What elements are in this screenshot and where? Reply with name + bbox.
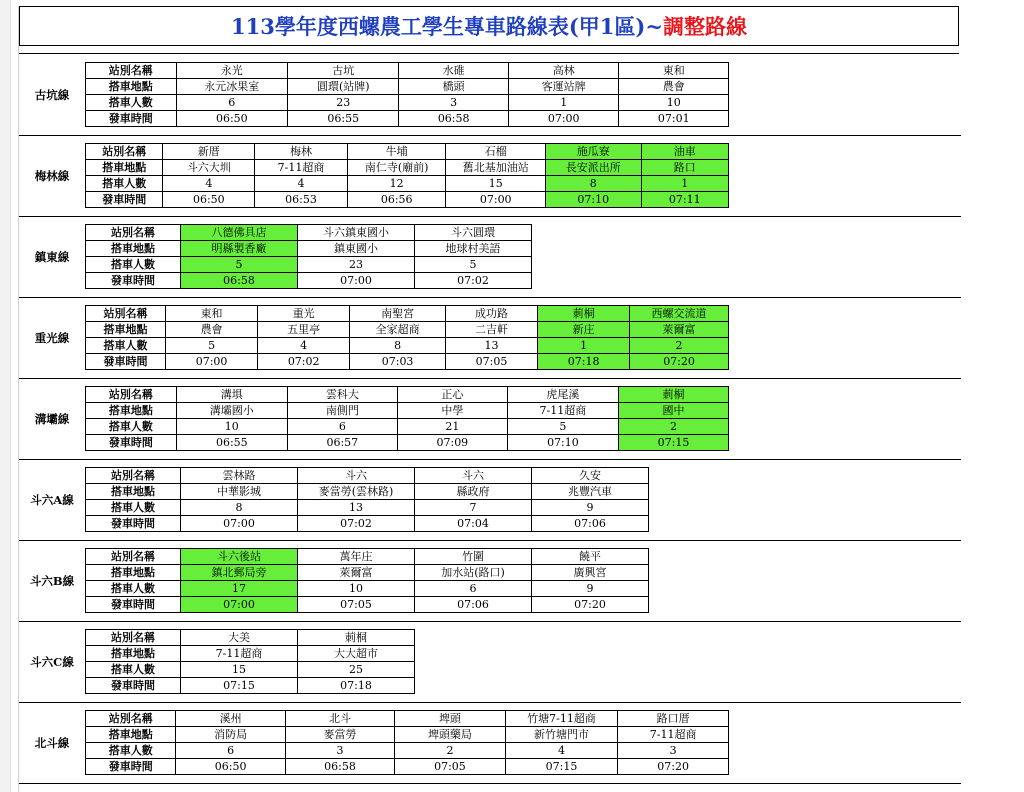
route-divider	[19, 216, 961, 217]
row-label: 搭車地點	[86, 403, 177, 419]
route-block	[19, 629, 729, 708]
stop-riders-cell: 4	[258, 338, 350, 354]
stop-riders-cell: 21	[397, 419, 507, 435]
stop-riders-cell: 7	[415, 500, 532, 516]
row-label: 站別名稱	[86, 468, 181, 484]
stop-riders-cell: 8	[545, 176, 641, 192]
route-name: 古坑線	[34, 87, 70, 102]
stop-station-cell: 成功路	[445, 306, 537, 322]
row-label: 站別名稱	[86, 306, 166, 322]
route-divider	[19, 783, 961, 784]
stop-station-cell: 梅林	[255, 144, 348, 160]
table-row	[86, 403, 729, 419]
stop-time-cell: 07:03	[350, 354, 446, 370]
stop-station-cell: 路口厝	[618, 711, 729, 727]
row-label: 站別名稱	[86, 63, 177, 79]
stop-place-cell: 消防局	[176, 727, 285, 743]
stop-station-cell: 虎尾溪	[507, 387, 618, 403]
row-label: 發車時間	[86, 354, 166, 370]
stop-place-cell: 永元冰果室	[176, 79, 288, 95]
stop-place-cell: 圓環(站牌)	[288, 79, 399, 95]
stop-station-cell: 石榴	[446, 144, 545, 160]
route-block	[19, 224, 729, 303]
row-label: 發車時間	[86, 192, 163, 208]
table-row	[86, 419, 729, 435]
stop-place-cell: 麥當勞(雲林路)	[298, 484, 415, 500]
stop-time-cell: 07:00	[446, 192, 545, 208]
stop-station-cell: 西螺交流道	[630, 306, 729, 322]
stop-station-cell: 雲科大	[287, 387, 397, 403]
stop-place-cell: 長安派出所	[545, 160, 641, 176]
stop-time-cell: 06:57	[287, 435, 397, 451]
stop-place-cell: 中學	[397, 403, 507, 419]
stop-place-cell: 明縣製香廠	[181, 241, 298, 257]
row-label: 搭車地點	[86, 160, 163, 176]
route-table	[85, 62, 729, 127]
route-table	[85, 305, 729, 370]
row-label: 搭車地點	[86, 565, 181, 581]
row-label: 搭車地點	[86, 646, 181, 662]
stop-station-cell: 竹塘7-11超商	[505, 711, 618, 727]
stop-place-cell: 五里亭	[258, 322, 350, 338]
row-label: 發車時間	[86, 273, 181, 289]
stop-time-cell: 07:02	[258, 354, 350, 370]
table-row	[86, 257, 532, 273]
stop-station-cell: 高林	[508, 63, 619, 79]
page-title	[19, 6, 959, 46]
table-row	[86, 387, 729, 403]
stop-time-cell: 07:15	[505, 759, 618, 775]
title-main: 113學年度西螺農工學生專車路線表(甲1區)~	[231, 14, 663, 39]
route-block	[19, 710, 729, 789]
stop-riders-cell: 17	[181, 581, 298, 597]
stop-riders-cell: 2	[619, 419, 729, 435]
stop-riders-cell: 6	[176, 95, 288, 111]
table-row	[86, 565, 649, 581]
stop-time-cell: 06:50	[176, 759, 285, 775]
table-row	[86, 630, 415, 646]
stop-place-cell: 新竹塘門市	[505, 727, 618, 743]
table-row	[86, 759, 729, 775]
route-name: 北斗線	[34, 735, 70, 750]
row-label: 搭車人數	[86, 500, 181, 516]
row-label: 發車時間	[86, 516, 181, 532]
table-row	[86, 597, 649, 613]
stop-riders-cell: 1	[641, 176, 728, 192]
table-row	[86, 144, 729, 160]
row-label: 發車時間	[86, 759, 176, 775]
stop-time-cell: 07:15	[181, 678, 298, 694]
stop-place-cell: 加水站(路口)	[415, 565, 532, 581]
row-label: 搭車人數	[86, 95, 177, 111]
route-block	[19, 143, 729, 222]
stop-time-cell: 07:00	[298, 273, 415, 289]
stop-time-cell: 06:58	[181, 273, 298, 289]
table-row	[86, 743, 729, 759]
stop-place-cell: 萊爾富	[298, 565, 415, 581]
stop-riders-cell: 13	[445, 338, 537, 354]
table-row	[86, 225, 532, 241]
route-table	[85, 467, 649, 532]
route-name: 溝壩線	[34, 411, 70, 426]
stop-place-cell: 新庄	[538, 322, 630, 338]
row-label: 站別名稱	[86, 711, 176, 727]
stop-station-cell: 莿桐	[298, 630, 415, 646]
stop-riders-cell: 10	[298, 581, 415, 597]
stop-station-cell: 莿桐	[619, 387, 729, 403]
route-table	[85, 629, 415, 694]
table-row	[86, 79, 729, 95]
stop-time-cell: 07:00	[166, 354, 258, 370]
stop-station-cell: 溝埧	[176, 387, 287, 403]
stop-time-cell: 07:02	[415, 273, 532, 289]
stop-place-cell: 橋頭	[399, 79, 508, 95]
row-label: 搭車地點	[86, 322, 166, 338]
stop-station-cell: 牛埔	[347, 144, 446, 160]
row-label: 搭車人數	[86, 257, 181, 273]
route-divider	[19, 702, 961, 703]
stop-station-cell: 重光	[258, 306, 350, 322]
table-row	[86, 95, 729, 111]
stop-time-cell: 06:50	[163, 192, 255, 208]
stop-station-cell: 雲林路	[181, 468, 298, 484]
table-row	[86, 711, 729, 727]
stop-place-cell: 7-11超商	[181, 646, 298, 662]
stop-riders-cell: 4	[255, 176, 348, 192]
title-suffix: 調整路線	[662, 14, 747, 39]
row-label: 搭車地點	[86, 727, 176, 743]
stop-riders-cell: 2	[395, 743, 505, 759]
row-label: 發車時間	[86, 435, 177, 451]
stop-station-cell: 施瓜寮	[545, 144, 641, 160]
stop-time-cell: 07:10	[545, 192, 641, 208]
stop-place-cell: 農會	[166, 322, 258, 338]
stop-time-cell: 06:58	[285, 759, 394, 775]
stop-riders-cell: 25	[298, 662, 415, 678]
stop-time-cell: 07:18	[298, 678, 415, 694]
row-label: 搭車地點	[86, 241, 181, 257]
stop-time-cell: 07:05	[395, 759, 505, 775]
stop-riders-cell: 6	[176, 743, 285, 759]
stop-place-cell: 大大超市	[298, 646, 415, 662]
stop-station-cell: 大美	[181, 630, 298, 646]
stop-place-cell: 兆豐汽車	[532, 484, 649, 500]
table-row	[86, 273, 532, 289]
route-block	[19, 62, 729, 141]
route-name: 梅林線	[34, 168, 70, 183]
stop-riders-cell: 8	[350, 338, 446, 354]
route-name: 斗六B線	[29, 573, 75, 588]
stop-station-cell: 正心	[397, 387, 507, 403]
table-row	[86, 241, 532, 257]
row-label: 搭車人數	[86, 662, 181, 678]
stop-place-cell: 埤頭藥局	[395, 727, 505, 743]
stop-riders-cell: 9	[532, 581, 649, 597]
route-divider	[19, 459, 961, 460]
stop-time-cell: 07:02	[298, 516, 415, 532]
stop-place-cell: 溝壩國小	[176, 403, 287, 419]
table-row	[86, 727, 729, 743]
table-row	[86, 435, 729, 451]
stop-riders-cell: 6	[415, 581, 532, 597]
stop-time-cell: 06:56	[347, 192, 446, 208]
stop-place-cell: 7-11超商	[507, 403, 618, 419]
table-row	[86, 549, 649, 565]
stop-time-cell: 07:18	[538, 354, 630, 370]
row-label: 搭車人數	[86, 176, 163, 192]
stop-station-cell: 萬年庄	[298, 549, 415, 565]
stop-time-cell: 07:11	[641, 192, 728, 208]
stop-place-cell: 農會	[619, 79, 729, 95]
table-row	[86, 581, 649, 597]
table-row	[86, 63, 729, 79]
stop-riders-cell: 4	[163, 176, 255, 192]
stop-place-cell: 鎮北郵局旁	[181, 565, 298, 581]
stop-place-cell: 客運站牌	[508, 79, 619, 95]
stop-station-cell: 水碓	[399, 63, 508, 79]
route-name: 鎮東線	[34, 249, 70, 264]
stop-place-cell: 麥當勞	[285, 727, 394, 743]
stop-time-cell: 07:00	[181, 516, 298, 532]
stop-station-cell: 南聖宮	[350, 306, 446, 322]
row-label: 搭車人數	[86, 419, 177, 435]
stop-station-cell: 溪州	[176, 711, 285, 727]
schedule-sheet	[18, 6, 961, 792]
stop-time-cell: 07:00	[508, 111, 619, 127]
row-label: 搭車地點	[86, 79, 177, 95]
table-row	[86, 468, 649, 484]
stop-riders-cell: 2	[630, 338, 729, 354]
stop-place-cell: 地球村美語	[415, 241, 532, 257]
table-row	[86, 322, 729, 338]
stop-place-cell: 7-11超商	[618, 727, 729, 743]
stop-time-cell: 06:53	[255, 192, 348, 208]
stop-station-cell: 久安	[532, 468, 649, 484]
title-divider	[19, 53, 959, 54]
stop-time-cell: 07:06	[415, 597, 532, 613]
stop-place-cell: 7-11超商	[255, 160, 348, 176]
stop-time-cell: 07:10	[507, 435, 618, 451]
stop-station-cell: 饒平	[532, 549, 649, 565]
stop-time-cell: 06:55	[176, 435, 287, 451]
table-row	[86, 354, 729, 370]
stop-riders-cell: 5	[415, 257, 532, 273]
stop-place-cell: 廣興宮	[532, 565, 649, 581]
stop-station-cell: 莿桐	[538, 306, 630, 322]
stop-riders-cell: 5	[166, 338, 258, 354]
stop-riders-cell: 3	[618, 743, 729, 759]
stop-riders-cell: 15	[446, 176, 545, 192]
row-label: 發車時間	[86, 678, 181, 694]
stop-station-cell: 斗六	[415, 468, 532, 484]
row-label: 搭車人數	[86, 338, 166, 354]
stop-station-cell: 古坑	[288, 63, 399, 79]
stop-station-cell: 竹圍	[415, 549, 532, 565]
table-row	[86, 516, 649, 532]
route-divider	[19, 540, 961, 541]
row-label: 站別名稱	[86, 144, 163, 160]
stop-riders-cell: 5	[507, 419, 618, 435]
stop-time-cell: 07:05	[298, 597, 415, 613]
stop-station-cell: 埤頭	[395, 711, 505, 727]
row-label: 發車時間	[86, 597, 181, 613]
route-divider	[19, 378, 961, 379]
route-table	[85, 386, 729, 451]
table-row	[86, 500, 649, 516]
stop-station-cell: 新厝	[163, 144, 255, 160]
stop-riders-cell: 3	[399, 95, 508, 111]
stop-riders-cell: 9	[532, 500, 649, 516]
route-block	[19, 467, 729, 546]
table-row	[86, 338, 729, 354]
stop-time-cell: 07:01	[619, 111, 729, 127]
stop-riders-cell: 5	[181, 257, 298, 273]
stop-riders-cell: 4	[505, 743, 618, 759]
route-name: 斗六A線	[30, 492, 74, 507]
table-row	[86, 192, 729, 208]
route-table	[85, 710, 729, 775]
stop-riders-cell: 13	[298, 500, 415, 516]
table-row	[86, 176, 729, 192]
route-block	[19, 305, 729, 384]
stop-time-cell: 07:15	[619, 435, 729, 451]
stop-station-cell: 斗六	[298, 468, 415, 484]
stop-time-cell: 07:20	[630, 354, 729, 370]
route-divider	[19, 135, 961, 136]
route-block	[19, 548, 729, 627]
stop-riders-cell: 23	[298, 257, 415, 273]
stop-place-cell: 二吉軒	[445, 322, 537, 338]
route-divider	[19, 621, 961, 622]
stop-place-cell: 南側門	[287, 403, 397, 419]
stop-riders-cell: 15	[181, 662, 298, 678]
route-block	[19, 386, 729, 465]
stop-time-cell: 06:55	[288, 111, 399, 127]
stop-station-cell: 八德佛具店	[181, 225, 298, 241]
route-table	[85, 224, 532, 289]
row-label: 搭車人數	[86, 743, 176, 759]
route-name: 斗六C線	[30, 654, 74, 669]
stop-riders-cell: 8	[181, 500, 298, 516]
row-label: 站別名稱	[86, 387, 177, 403]
table-row	[86, 678, 415, 694]
stop-time-cell: 07:00	[181, 597, 298, 613]
stop-riders-cell: 1	[508, 95, 619, 111]
stop-time-cell: 07:20	[532, 597, 649, 613]
stop-time-cell: 07:20	[618, 759, 729, 775]
row-label: 搭車地點	[86, 484, 181, 500]
row-label: 站別名稱	[86, 225, 181, 241]
stop-place-cell: 萊爾富	[630, 322, 729, 338]
table-row	[86, 306, 729, 322]
row-label: 站別名稱	[86, 549, 181, 565]
table-row	[86, 160, 729, 176]
stop-riders-cell: 6	[287, 419, 397, 435]
stop-place-cell: 路口	[641, 160, 728, 176]
stop-riders-cell: 12	[347, 176, 446, 192]
stop-station-cell: 東和	[166, 306, 258, 322]
table-row	[86, 484, 649, 500]
stop-station-cell: 斗六圓環	[415, 225, 532, 241]
stop-time-cell: 06:58	[399, 111, 508, 127]
stop-station-cell: 油車	[641, 144, 728, 160]
table-row	[86, 646, 415, 662]
row-label: 站別名稱	[86, 630, 181, 646]
stop-place-cell: 中華影城	[181, 484, 298, 500]
route-table	[85, 548, 649, 613]
stop-time-cell: 07:06	[532, 516, 649, 532]
route-divider	[19, 297, 961, 298]
stop-time-cell: 06:50	[176, 111, 288, 127]
table-row	[86, 111, 729, 127]
stop-riders-cell: 10	[176, 419, 287, 435]
stop-station-cell: 斗六後站	[181, 549, 298, 565]
stop-place-cell: 縣政府	[415, 484, 532, 500]
stop-riders-cell: 3	[285, 743, 394, 759]
stop-place-cell: 全家超商	[350, 322, 446, 338]
stop-riders-cell: 23	[288, 95, 399, 111]
stop-place-cell: 國中	[619, 403, 729, 419]
stop-place-cell: 南仁寺(廟前)	[347, 160, 446, 176]
stop-station-cell: 永光	[176, 63, 288, 79]
stop-riders-cell: 1	[538, 338, 630, 354]
stop-station-cell: 北斗	[285, 711, 394, 727]
stop-place-cell: 鎮東國小	[298, 241, 415, 257]
stop-time-cell: 07:05	[445, 354, 537, 370]
route-name: 重光線	[34, 330, 70, 345]
route-table	[85, 143, 729, 208]
page-left-margin	[0, 0, 11, 792]
stop-station-cell: 斗六鎮東國小	[298, 225, 415, 241]
stop-station-cell: 東和	[619, 63, 729, 79]
stop-riders-cell: 10	[619, 95, 729, 111]
table-row	[86, 662, 415, 678]
stop-time-cell: 07:09	[397, 435, 507, 451]
row-label: 發車時間	[86, 111, 177, 127]
stop-time-cell: 07:04	[415, 516, 532, 532]
row-label: 搭車人數	[86, 581, 181, 597]
stop-place-cell: 斗六大圳	[163, 160, 255, 176]
stop-place-cell: 舊北基加油站	[446, 160, 545, 176]
